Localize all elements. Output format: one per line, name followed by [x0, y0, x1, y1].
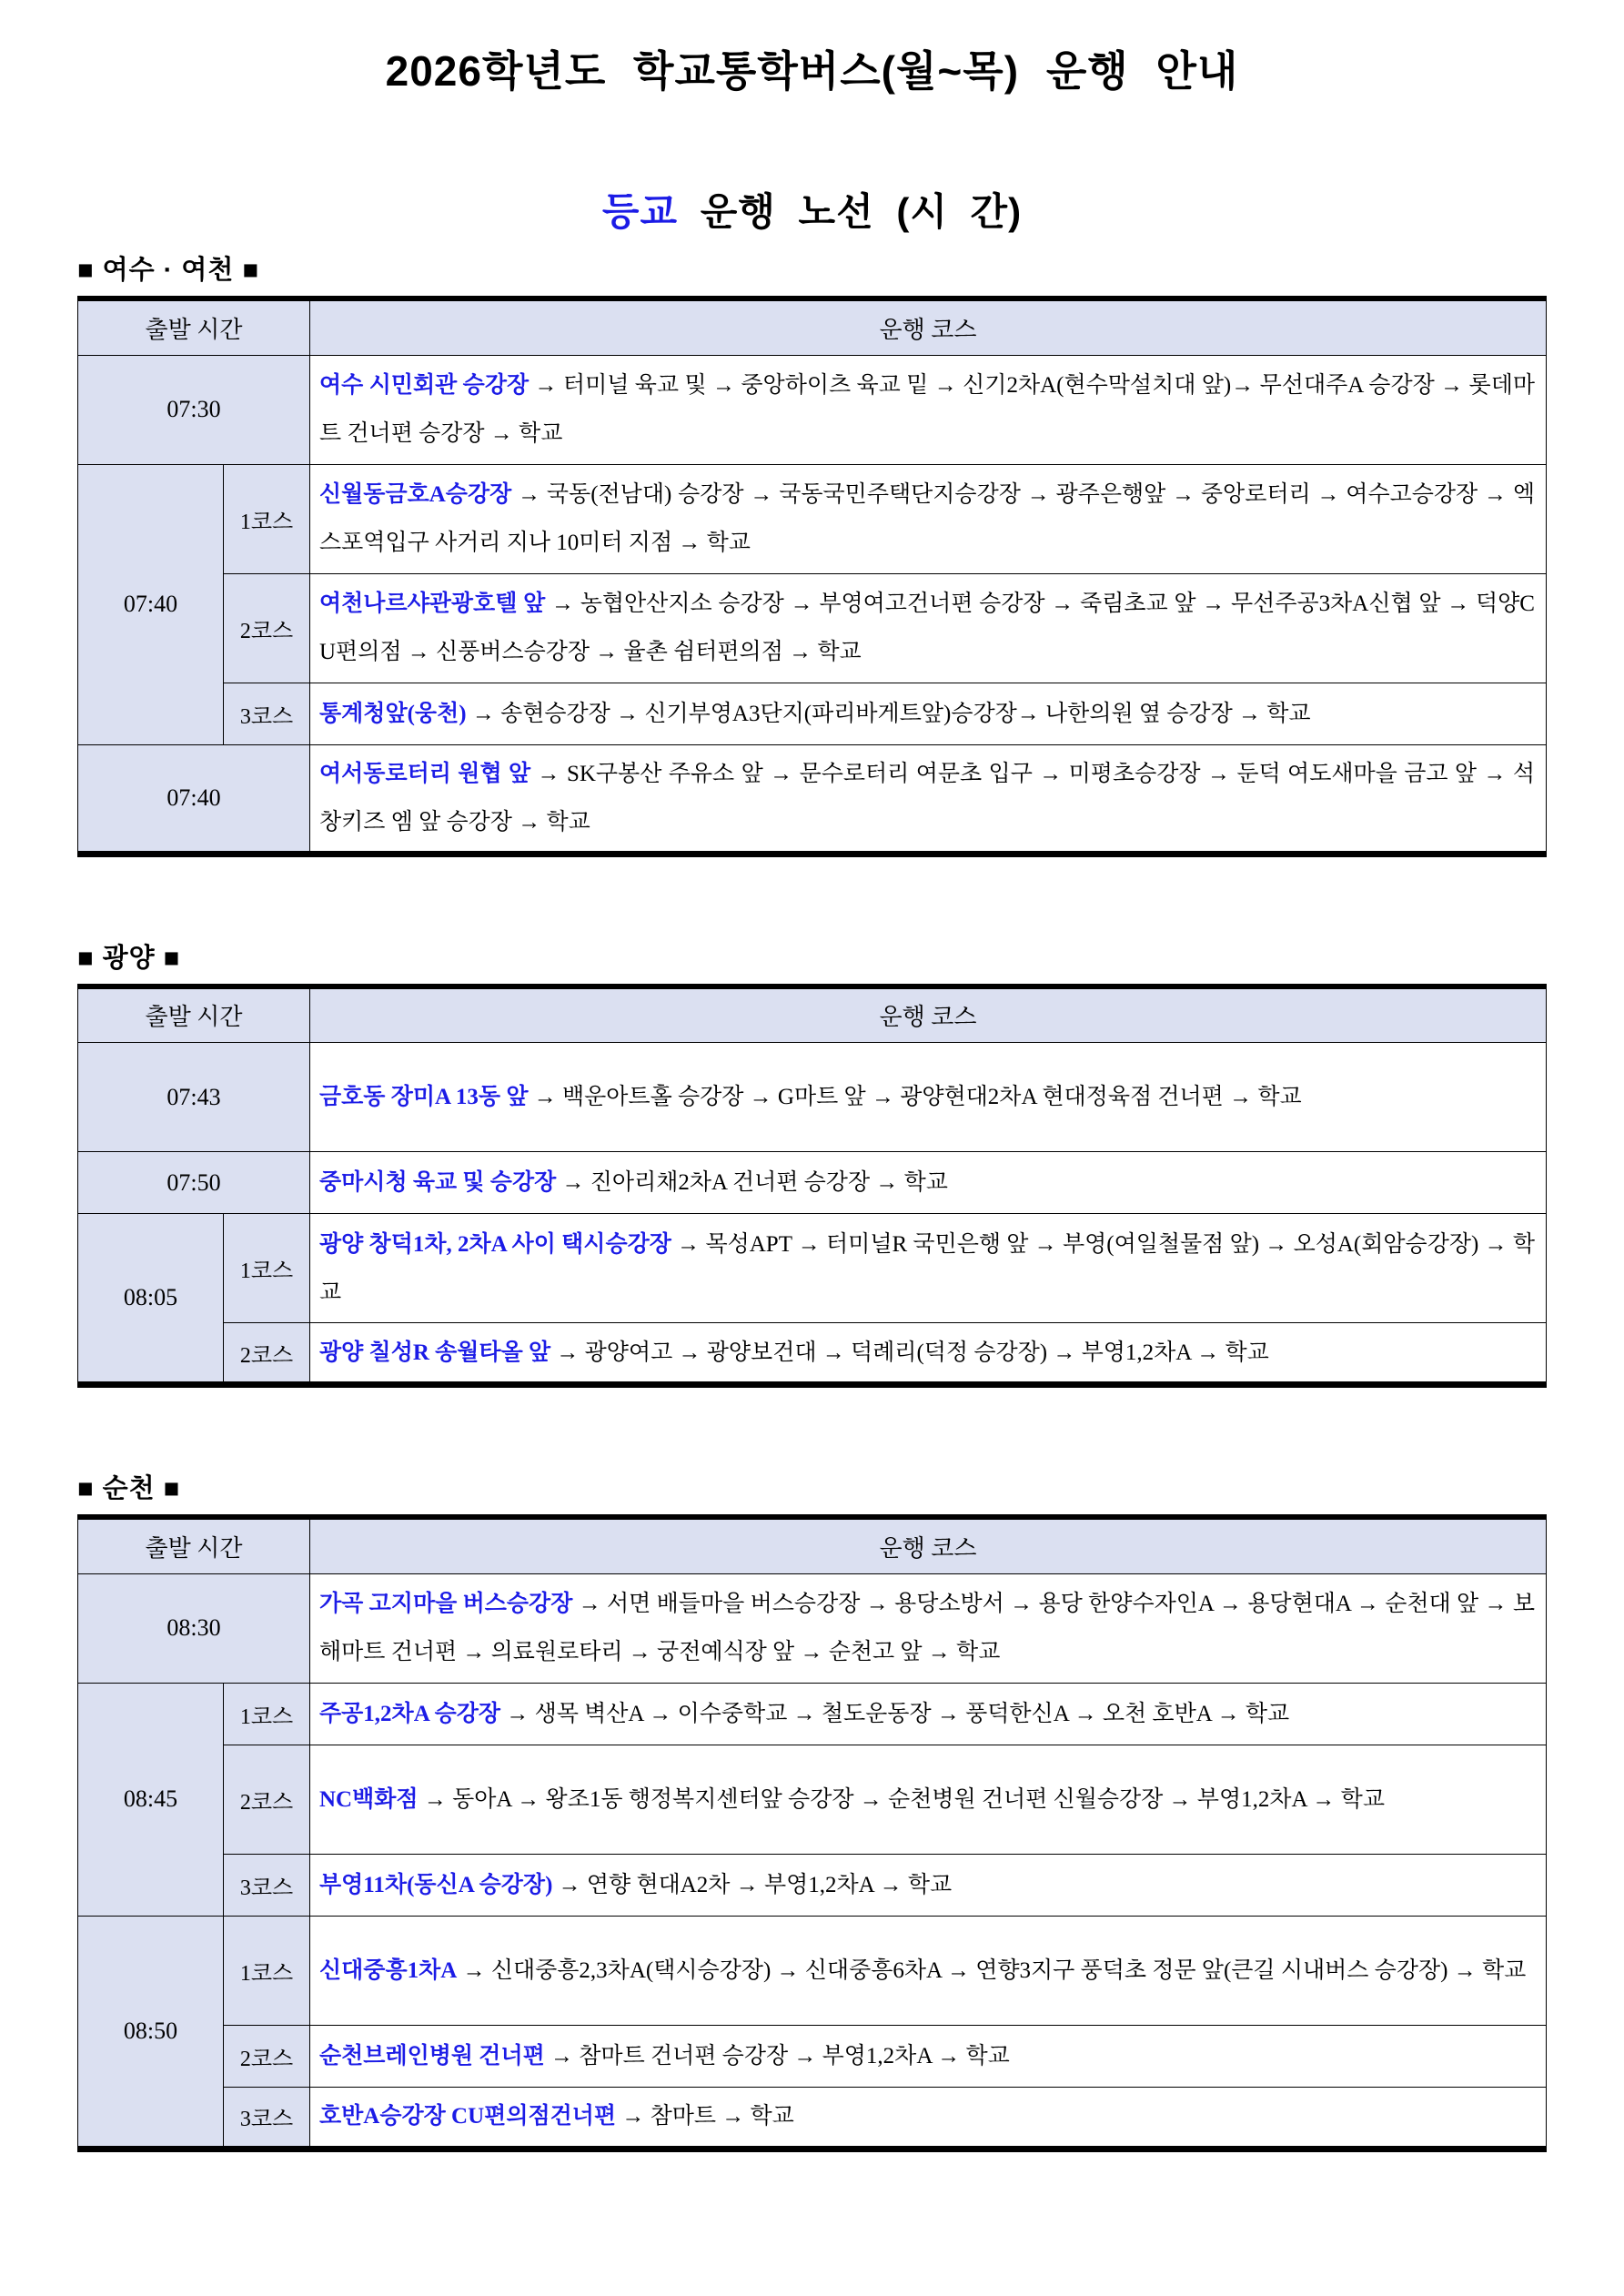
course-start: 주공1,2차A 승강장	[319, 1701, 501, 1726]
course-start: 여천나르샤관광호텔 앞	[319, 592, 546, 616]
course-rest: → 동아A → 왕조1동 행정복지센터앞 승강장 → 순천병원 건너편 신월승강장 → 부영1,2차A → 학교	[418, 1786, 1385, 1812]
course-label-cell: 2코스	[224, 573, 310, 683]
course-rest: → 신대중흥2,3차A(택시승강장) → 신대중흥6차A → 연향3지구 풍덕초 정문 앞(큰길 시내버스 승강장) → 학교	[457, 1957, 1527, 1983]
table-row	[78, 355, 1547, 464]
table-header-row	[78, 986, 1547, 1043]
route-table-gwangyang	[77, 984, 1547, 1389]
course-cell	[310, 1745, 1547, 1854]
course-label-cell: 3코스	[224, 683, 310, 744]
route-table-suncheon	[77, 1514, 1547, 2152]
table-row	[78, 573, 1547, 683]
course-label-cell: 1코스	[224, 1916, 310, 2025]
header-departure-time: 출발 시간	[78, 298, 310, 355]
course-start: 호반A승강장 CU편의점건너편	[319, 2104, 617, 2129]
course-rest: → 농협안산지소 승강장 → 부영여고건너편 승강장 → 죽림초교 앞 → 무선주공3차A신협 앞 → 덕양CU편의점 → 신풍버스승강장 → 율촌 쉼터편의점 → 학교	[319, 592, 1535, 664]
subtitle-highlight: 등교	[601, 190, 679, 233]
course-cell	[310, 744, 1547, 854]
course-cell	[310, 464, 1547, 573]
course-start: 금호동 장미A 13동 앞	[319, 1085, 529, 1109]
course-cell	[310, 1152, 1547, 1214]
departure-time-cell: 07:43	[78, 1043, 310, 1152]
course-rest: → 생목 벽산A → 이수중학교 → 철도운동장 → 풍덕한신A → 오천 호반A → 학교	[500, 1701, 1290, 1726]
page-title: 2026학년도 학교통학버스(월~목) 운행 안내	[385, 47, 1239, 95]
page-subtitle	[0, 182, 1624, 237]
table-row	[78, 1043, 1547, 1152]
departure-time-cell: 08:05	[78, 1214, 224, 1385]
course-cell	[310, 573, 1547, 683]
course-cell	[310, 1854, 1547, 1916]
table-row	[78, 2087, 1547, 2149]
course-start: 신월동금호A승강장	[319, 482, 512, 507]
table-row	[78, 1152, 1547, 1214]
course-rest: → 참마트 → 학교	[616, 2104, 794, 2129]
section-heading-yeosu: ■ 여수 · 여천 ■	[77, 256, 259, 285]
course-start: 순천브레인병원 건너편	[319, 2043, 545, 2068]
course-cell	[310, 1214, 1547, 1323]
table-row	[78, 683, 1547, 744]
course-cell	[310, 2087, 1547, 2149]
course-rest: → 목성APT → 터미널R 국민은행 앞 → 부영(여일철물점 앞) → 오성A(회암승강장) → 학교	[319, 1231, 1535, 1305]
course-rest: → 국동(전남대) 승강장 → 국동국민주택단지승강장 → 광주은행앞 → 중앙로터리 → 여수고승강장 → 엑스포역입구 사거리 지나 10미터 지점 → 학교	[319, 482, 1535, 555]
table-row	[78, 1683, 1547, 1745]
course-label-cell: 1코스	[224, 1683, 310, 1745]
departure-time-cell: 07:40	[78, 744, 310, 854]
course-start: 광양 칠성R 송월타올 앞	[319, 1340, 551, 1365]
table-row	[78, 464, 1547, 573]
course-rest: → 진아리채2차A 건너편 승강장 → 학교	[556, 1170, 948, 1195]
course-cell	[310, 1916, 1547, 2025]
header-course: 운행 코스	[310, 1517, 1547, 1573]
course-label-cell: 1코스	[224, 1214, 310, 1323]
course-cell	[310, 683, 1547, 744]
course-rest: → SK구봉산 주유소 앞 → 문수로터리 여문초 입구 → 미평초승강장 → 둔덕 여도새마을 금고 앞 → 석창키즈 엠 앞 승강장 → 학교	[319, 761, 1535, 834]
section-heading-suncheon: ■ 순천 ■	[77, 1474, 181, 1503]
course-rest: → 연향 현대A2차 → 부영1,2차A → 학교	[552, 1872, 953, 1897]
table-row	[78, 744, 1547, 854]
header-departure-time: 출발 시간	[78, 986, 310, 1043]
course-cell	[310, 1043, 1547, 1152]
course-cell	[310, 1323, 1547, 1385]
table-header-row	[78, 298, 1547, 355]
course-cell	[310, 1573, 1547, 1683]
course-rest: → 송현승강장 → 신기부영A3단지(파리바게트앞)승강장→ 나한의원 옆 승강장 → 학교	[466, 701, 1311, 726]
departure-time-cell: 08:30	[78, 1573, 310, 1683]
course-rest: → 백운아트홀 승강장 → G마트 앞 → 광양현대2차A 현대정육점 건너편 → 학교	[528, 1085, 1302, 1109]
course-label-cell: 2코스	[224, 1323, 310, 1385]
course-start: 통계청앞(웅천)	[319, 701, 467, 726]
table-row	[78, 1916, 1547, 2025]
departure-time-cell: 07:40	[78, 464, 224, 744]
table-row	[78, 1745, 1547, 1854]
route-table-yeosu	[77, 296, 1547, 857]
header-departure-time: 출발 시간	[78, 1517, 310, 1573]
header-course: 운행 코스	[310, 986, 1547, 1043]
table-row	[78, 1854, 1547, 1916]
course-rest: → 서면 배들마을 버스승강장 → 용당소방서 → 용당 한양수자인A → 용당현대A → 순천대 앞 → 보해마트 건너편 → 의료원로타리 → 궁전예식장 앞 → 순천고 앞 → 학교	[319, 1592, 1535, 1664]
course-start: NC백화점	[319, 1786, 419, 1812]
departure-time-cell: 08:45	[78, 1683, 224, 1916]
course-cell	[310, 1683, 1547, 1745]
table-header-row	[78, 1517, 1547, 1573]
table-row	[78, 1214, 1547, 1323]
departure-time-cell: 07:50	[78, 1152, 310, 1214]
course-label-cell: 1코스	[224, 464, 310, 573]
course-rest: → 참마트 건너편 승강장 → 부영1,2차A → 학교	[544, 2043, 1010, 2068]
course-start: 여수 시민회관 승강장	[319, 373, 530, 398]
course-start: 광양 창덕1차, 2차A 사이 택시승강장	[319, 1231, 671, 1257]
table-row	[78, 1323, 1547, 1385]
course-start: 여서동로터리 원협 앞	[319, 761, 531, 786]
course-start: 신대중흥1차A	[319, 1957, 458, 1983]
course-start: 가곡 고지마을 버스승강장	[319, 1592, 573, 1616]
subtitle-rest: 운행 노선 (시 간)	[700, 190, 1023, 233]
course-cell	[310, 355, 1547, 464]
course-start: 부영11차(동신A 승강장)	[319, 1872, 553, 1897]
course-start: 중마시청 육교 및 승강장	[319, 1170, 557, 1195]
departure-time-cell: 07:30	[78, 355, 310, 464]
course-label-cell: 3코스	[224, 2087, 310, 2149]
course-rest: → 광양여고 → 광양보건대 → 덕례리(덕정 승강장) → 부영1,2차A → 학교	[550, 1340, 1269, 1365]
table-row	[78, 2025, 1547, 2087]
course-label-cell: 3코스	[224, 1854, 310, 1916]
section-heading-gwangyang: ■ 광양 ■	[77, 943, 181, 973]
course-label-cell: 2코스	[224, 1745, 310, 1854]
header-course: 운행 코스	[310, 298, 1547, 355]
table-row	[78, 1573, 1547, 1683]
course-label-cell: 2코스	[224, 2025, 310, 2087]
course-rest: → 터미널 육교 및 → 중앙하이츠 육교 밑 → 신기2차A(현수막설치대 앞)→ 무선대주A 승강장 → 롯데마트 건너편 승강장 → 학교	[319, 373, 1535, 446]
departure-time-cell: 08:50	[78, 1916, 224, 2149]
course-cell	[310, 2025, 1547, 2087]
